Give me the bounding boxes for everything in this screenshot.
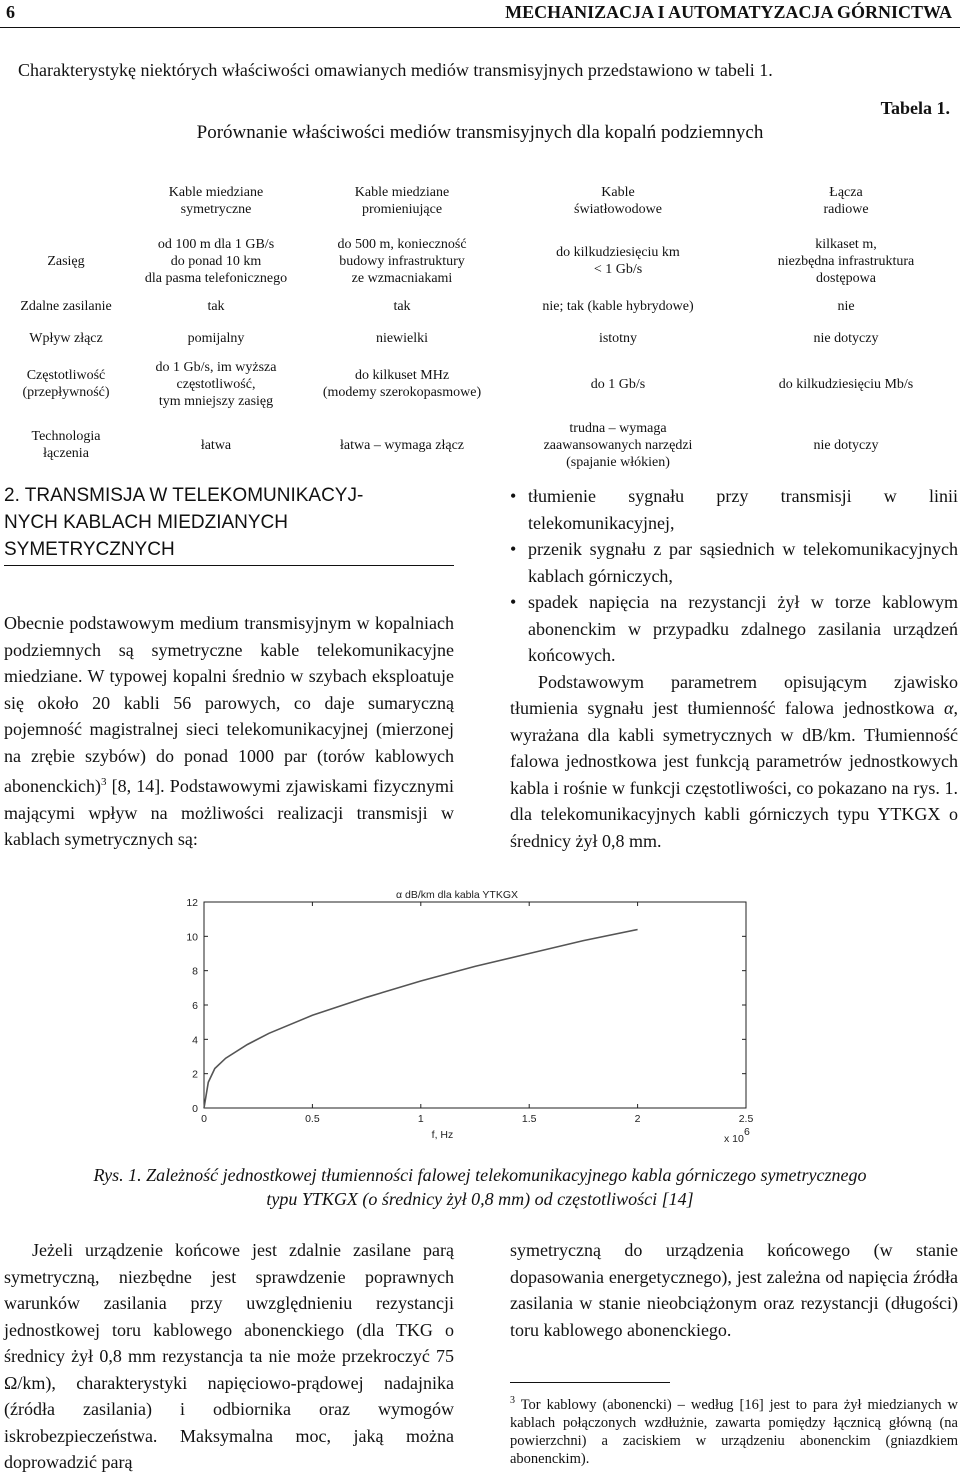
journal-title: MECHANIZACJA I AUTOMATYZACJA GÓRNICTWA [505,2,952,22]
chart-title: α dB/km dla kabla YTKGX [396,889,519,901]
table-cell: niewielki [375,330,429,346]
table-row [0,354,960,414]
table-cell: nie; tak (kable hybrydowe) [542,298,694,314]
bullet-list [510,483,958,669]
table-cell: łatwa [200,437,232,453]
x-tick-label: 1.5 [521,1113,537,1125]
section-rule [4,565,454,566]
right-column-text [510,483,958,854]
bullet-icon: • [510,592,517,612]
body-paragraph: Obecnie podstawowym medium transmisyjnym w kopalniach podziemnych są symetryczne kable telekomunikacyjne miedziane. W typowej kopalni średnio w szybach eksploatuje się około 20 kabli 56 parowych, co daje sumaryczną pojemność magistralnej sieci telekomunikacyjnej (mierzonej na zrębie szybów) do ponad 1000 par (torów kablowych abonenckich)$^3$ [8, 14]. Podstawowymi zjawiskami fizycznymi mającymi wpływ na możliwości realizacji transmisji w kablach symetrycznych są: [4,613,454,849]
x-axis-label: f, Hz [431,1129,454,1141]
table-cell: do 1 Gb/s, im wyższa częstotliwość, tym mniejszy zasięg [155,359,277,409]
table-cell: tak [393,298,411,314]
attenuation-chart [170,880,790,1150]
table-row [0,322,960,354]
body-paragraph: Podstawowym parametrem opisującym zjawisko tłumienia sygnału jest tłumienność falowa jednostkowa α, wyrażana dla kabli symetrycznych w dB/km. Tłumienność falowa jednostkowa jest funkcją parametrów jednostkowych kabla i rośnie w funkcji częstotliwości, co pokazano na rys. 1. dla telekomunikacyjnych kabli górniczych typu YTKGX o średnicy żył 0,8 mm. [510,671,958,851]
table-row [0,290,960,322]
table-cell: istotny [598,330,638,346]
chart-layer [186,889,753,1145]
table-cell: nie dotyczy [813,437,879,453]
column-header: Kable miedziane promieniujące [354,185,450,217]
figure-caption: Rys. 1. Zależność jednostkowej tłumienności falowej telekomunikacyjnego kabla górniczego symetrycznego typu YTKGX (o średnicy żył 0,8 mm) od częstotliwości [14] [93,1165,867,1209]
table-cell: do kilkudziesięciu Mb/s [778,376,914,392]
table-number: Tabela 1. [880,98,950,118]
row-label: Wpływ złącz [29,330,103,346]
x-multiplier-exponent: 6 [744,1126,750,1138]
list-item: • spadek napięcia na rezystancji żył w torze kablowym abonenckim w przypadku zdalnego zasilania urządzeń końcowych. [510,589,958,669]
table-cell: trudna – wymaga zaawansowanych narzędzi (spajanie włókien) [543,420,693,470]
footnote-reference: 3 [100,776,107,788]
column-header: Kable miedziane symetryczne [168,185,264,217]
table-corner-cell [0,170,132,232]
alpha-symbol: α [944,698,954,718]
y-tick-label: 6 [192,1000,198,1012]
column-header: Łącza radiowe [823,185,869,217]
table-cell: do kilkudziesięciu km < 1 Gb/s [556,245,680,277]
y-tick-label: 0 [192,1103,198,1115]
x-tick-label: 2.5 [738,1113,754,1125]
row-label: Technologia łączenia [31,429,101,461]
intro-sentence: Charakterystykę niektórych właściwości omawianych mediów transmisyjnych przedstawiono w tabeli 1. [18,60,773,80]
y-tick-label: 4 [192,1034,198,1047]
table-cell: kilkaset m, niezbędna infrastruktura dostępowa [777,236,915,286]
header-rule [0,27,960,28]
x-tick-label: 0 [201,1113,207,1125]
body-paragraph: Jeżeli urządzenie końcowe jest zdalnie zasilane parą symetryczną, niezbędne jest sprawdzenie poprawnych warunków zasilania przy uwzględnieniu rezystancji jednostkowej toru kablowego abonenckiego (dla TKG o średnicy żył 0,8 mm rezystancja ta nie może przekroczyć 75 Ω/km), charakterystyki napięciowo-prądowej nadajnika (źródła zasilania) i odbiornika oraz wymogów iskrobezpieczeństwa. Maksymalna moc, jaką można doprowadzić parą [4,1240,454,1472]
table-row [0,232,960,290]
y-tick-label: 8 [192,965,198,978]
table-cell: od 100 m dla 1 GB/s do ponad 10 km dla pasma telefonicznego [144,236,288,286]
table-cell: łatwa – wymaga złącz [340,437,464,453]
table-row [0,414,960,476]
table-caption: Porównanie właściwości mediów transmisyjnych dla kopalń podziemnych [196,122,764,143]
footnote: $^3$ Tor kablowy (abonencki) – według [16] jest to para żył miedzianych w kablach połączonych wzdłużnie, zawarta pomiędzy łącznicą główną (na powierzchni) a zaciskiem w urządzeniu abonenckim (gniazdkiem abonenckim). [510,1395,958,1467]
bullet-icon: • [510,486,517,506]
x-tick-label: 2 [634,1113,641,1125]
page-number: 6 [6,2,15,22]
table-header-row [0,170,960,232]
table-cell: do 1 Gb/s [590,376,646,392]
body-paragraph: symetryczną do urządzenia końcowego (w stanie dopasowania energetycznego), jest zależna od napięcia źródła zasilania w stanie nieobciążonym oraz rezystancji (długości) toru kablowego abonenckiego. [510,1240,958,1340]
y-tick-label: 10 [186,931,198,944]
comparison-table [0,170,960,476]
x-tick-label: 1 [417,1113,424,1125]
section-heading: 2. TRANSMISJA W TELEKOMUNIKACYJ- NYCH KABLACH MIEDZIANYCH SYMETRYCZNYCH [4,485,364,560]
table-cell: pomijalny [187,330,245,346]
y-tick-label: 2 [192,1068,198,1081]
y-tick-label: 12 [186,897,198,909]
list-item: • przenik sygnału z par sąsiednich w telekomunikacyjnych kablach górniczych, [510,536,958,589]
plot-frame [204,902,746,1108]
row-label: Częstotliwość (przepływność) [22,368,110,400]
footnote-rule [510,1382,670,1383]
bullet-icon: • [510,539,517,559]
footnote-mark: 3 [510,1395,515,1406]
row-label: Zasięg [47,253,85,269]
table-cell: nie dotyczy [813,330,879,346]
x-multiplier: x 10 [724,1133,744,1145]
row-label: Zdalne zasilanie [20,298,112,314]
list-item: • tłumienie sygnału przy transmisji w linii telekomunikacyjnej, [510,483,958,536]
table-cell: tak [207,298,225,314]
table-cell: do 500 m, konieczność budowy infrastruktury ze wzmacniakami [337,236,467,286]
x-tick-label: 0.5 [305,1113,320,1125]
column-header: Kable światłowodowe [574,185,662,217]
table-cell: do kilkuset MHz (modemy szerokopasmowe) [322,368,482,400]
table-cell: nie [837,298,855,314]
